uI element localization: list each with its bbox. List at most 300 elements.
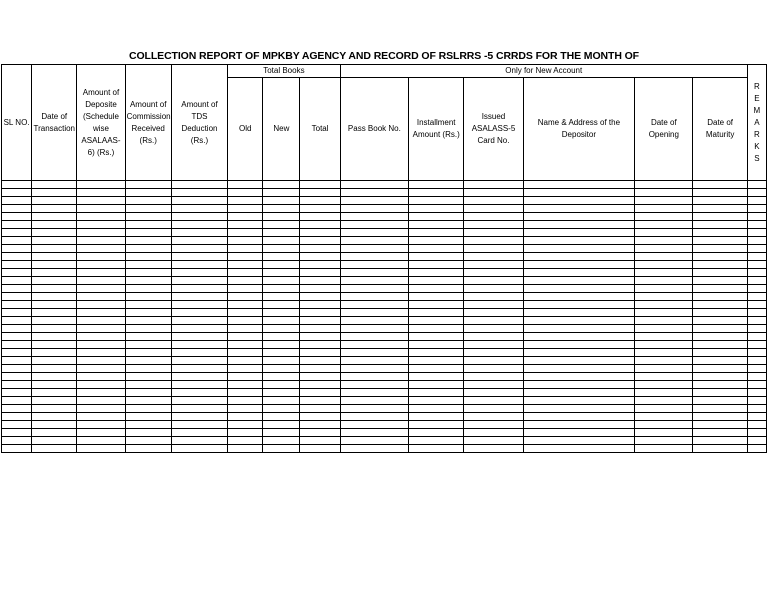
table-cell [125,429,171,437]
table-cell [409,429,464,437]
table-cell [171,429,227,437]
table-cell [523,205,635,213]
table-cell [263,213,300,221]
table-cell [409,277,464,285]
table-row [2,445,767,453]
table-cell [635,269,693,277]
table-cell [300,309,340,317]
table-cell [693,197,747,205]
table-row [2,429,767,437]
table-cell [340,325,408,333]
table-cell [523,381,635,389]
table-cell [300,253,340,261]
table-cell [693,421,747,429]
table-cell [747,189,766,197]
table-cell [635,285,693,293]
table-cell [635,197,693,205]
table-cell [340,229,408,237]
col-issued-label: Issued ASALASS-5 Card No. [471,112,516,145]
table-cell [693,437,747,445]
table-cell [2,197,32,205]
table-cell [2,309,32,317]
table-cell [263,389,300,397]
table-cell [171,373,227,381]
table-cell [464,301,523,309]
table-cell [2,429,32,437]
table-cell [32,381,77,389]
table-cell [340,349,408,357]
table-cell [263,341,300,349]
table-cell [747,253,766,261]
col-amount-deposite-label: Amount of Deposite (Schedule wise ASALAAS-6) (Rs.) [81,87,121,157]
table-cell [747,325,766,333]
table-cell [635,245,693,253]
table-cell [171,221,227,229]
table-cell [2,341,32,349]
table-cell [228,445,263,453]
table-cell [523,325,635,333]
table-cell [523,365,635,373]
table-cell [32,221,77,229]
table-cell [300,325,340,333]
table-cell [523,221,635,229]
table-cell [300,405,340,413]
table-cell [228,205,263,213]
table-cell [125,317,171,325]
table-cell [464,277,523,285]
table-cell [228,285,263,293]
table-cell [125,229,171,237]
table-cell [635,397,693,405]
table-cell [523,285,635,293]
table-cell [523,253,635,261]
table-cell [32,277,77,285]
table-cell [464,397,523,405]
table-cell [228,309,263,317]
table-cell [300,197,340,205]
col-date-opening-label: Date of Opening [648,118,679,139]
table-cell [171,421,227,429]
table-cell [523,389,635,397]
table-cell [228,189,263,197]
table-cell [464,437,523,445]
table-cell [263,397,300,405]
table-cell [464,269,523,277]
table-cell [77,285,125,293]
table-cell [77,405,125,413]
table-cell [263,325,300,333]
table-cell [171,317,227,325]
col-sl-no [2,65,32,181]
table-cell [32,285,77,293]
table-cell [171,365,227,373]
table-cell [340,357,408,365]
table-cell [2,277,32,285]
table-cell [171,301,227,309]
col-installment [409,78,464,181]
table-cell [464,213,523,221]
table-cell [2,269,32,277]
table-cell [300,269,340,277]
table-cell [464,429,523,437]
table-cell [228,429,263,437]
table-cell [228,389,263,397]
table-cell [693,293,747,301]
table-cell [32,229,77,237]
table-cell [340,405,408,413]
table-cell [464,221,523,229]
table-row [2,245,767,253]
table-cell [32,397,77,405]
col-amount-commission [125,65,171,181]
table-cell [300,397,340,405]
table-cell [263,445,300,453]
table-cell [693,261,747,269]
table-cell [228,229,263,237]
table-row [2,381,767,389]
table-cell [464,181,523,189]
table-cell [635,181,693,189]
col-remarks-label: R E M A R K S [753,81,761,163]
table-cell [747,309,766,317]
table-cell [171,229,227,237]
table-cell [171,413,227,421]
table-cell [125,301,171,309]
table-cell [340,437,408,445]
table-cell [464,421,523,429]
table-cell [2,229,32,237]
table-cell [747,445,766,453]
table-cell [747,221,766,229]
table-cell [340,429,408,437]
table-cell [171,277,227,285]
table-cell [409,229,464,237]
table-cell [2,333,32,341]
table-cell [32,253,77,261]
col-amount-commission-label: Amount of Commission Received (Rs.) [126,99,171,145]
table-cell [77,293,125,301]
table-cell [409,341,464,349]
table-cell [747,381,766,389]
table-cell [32,365,77,373]
col-pass-book [340,78,408,181]
table-cell [409,405,464,413]
table-row [2,309,767,317]
table-cell [263,437,300,445]
table-cell [693,237,747,245]
table-cell [300,261,340,269]
table-cell [32,237,77,245]
table-cell [171,325,227,333]
table-cell [693,389,747,397]
table-cell [635,221,693,229]
table-cell [523,309,635,317]
table-cell [171,309,227,317]
table-cell [228,293,263,301]
table-cell [523,213,635,221]
table-cell [523,429,635,437]
table-row [2,325,767,333]
table-cell [747,437,766,445]
table-cell [340,213,408,221]
table-cell [77,365,125,373]
table-cell [340,341,408,349]
table-cell [464,245,523,253]
table-cell [747,213,766,221]
table-cell [263,189,300,197]
table-cell [228,261,263,269]
table-cell [171,437,227,445]
table-cell [340,285,408,293]
table-cell [409,325,464,333]
table-cell [635,389,693,397]
table-cell [171,389,227,397]
table-cell [693,245,747,253]
table-cell [409,421,464,429]
table-cell [747,277,766,285]
table-cell [77,181,125,189]
table-cell [523,301,635,309]
table-cell [125,205,171,213]
table-cell [635,445,693,453]
table-cell [409,333,464,341]
table-cell [125,365,171,373]
table-cell [228,405,263,413]
table-cell [409,245,464,253]
table-cell [125,357,171,365]
table-cell [635,213,693,221]
table-cell [263,421,300,429]
table-cell [693,213,747,221]
group-new-account-label: Only for New Account [505,66,583,75]
table-cell [77,277,125,285]
table-cell [523,261,635,269]
table-cell [464,357,523,365]
table-cell [300,341,340,349]
table-cell [125,237,171,245]
table-cell [300,365,340,373]
table-cell [747,341,766,349]
table-cell [747,245,766,253]
table-cell [263,229,300,237]
table-cell [464,261,523,269]
table-cell [635,237,693,245]
table-cell [464,341,523,349]
table-cell [125,309,171,317]
table-cell [635,429,693,437]
table-cell [635,261,693,269]
table-cell [300,437,340,445]
table-cell [340,269,408,277]
table-cell [2,237,32,245]
table-cell [32,429,77,437]
table-cell [523,293,635,301]
table-cell [747,389,766,397]
table-row [2,357,767,365]
table-cell [171,341,227,349]
table-cell [171,197,227,205]
table-cell [125,253,171,261]
table-cell [32,437,77,445]
table-cell [300,381,340,389]
table-cell [125,197,171,205]
table-cell [300,349,340,357]
table-cell [747,429,766,437]
table-cell [263,429,300,437]
table-cell [409,381,464,389]
col-date-transaction [32,65,77,181]
table-cell [77,421,125,429]
table-cell [340,389,408,397]
table-cell [464,389,523,397]
table-cell [2,213,32,221]
group-total-books-label: Total Books [263,66,305,75]
table-cell [77,245,125,253]
table-cell [693,317,747,325]
table-cell [32,341,77,349]
table-cell [693,357,747,365]
table-cell [747,181,766,189]
table-cell [263,301,300,309]
table-cell [340,245,408,253]
table-cell [171,405,227,413]
col-date-maturity-label: Date of Maturity [705,118,735,139]
table-cell [171,213,227,221]
table-cell [263,381,300,389]
table-cell [409,357,464,365]
col-new-label: New [273,124,290,133]
table-cell [747,333,766,341]
table-cell [300,213,340,221]
col-sl-no-label: SL NO. [3,117,30,127]
table-cell [635,357,693,365]
table-cell [228,349,263,357]
table-row [2,389,767,397]
table-cell [32,317,77,325]
table-cell [693,381,747,389]
table-cell [32,405,77,413]
table-cell [171,397,227,405]
table-cell [464,413,523,421]
table-cell [125,413,171,421]
table-cell [77,269,125,277]
table-cell [635,365,693,373]
table-cell [300,221,340,229]
table-cell [340,253,408,261]
table-cell [300,373,340,381]
table-cell [32,309,77,317]
table-cell [263,373,300,381]
col-total-label: Total [311,124,329,133]
table-cell [171,333,227,341]
table-cell [32,269,77,277]
table-cell [228,421,263,429]
table-cell [464,197,523,205]
table-cell [747,405,766,413]
table-cell [263,221,300,229]
table-cell [747,261,766,269]
table-cell [464,229,523,237]
table-cell [464,445,523,453]
col-installment-label: Installment Amount (Rs.) [412,118,460,139]
table-cell [77,221,125,229]
table-cell [2,381,32,389]
table-cell [2,421,32,429]
table-cell [340,189,408,197]
table-cell [77,213,125,221]
table-cell [263,365,300,373]
table-cell [300,277,340,285]
table-cell [747,317,766,325]
table-cell [228,397,263,405]
table-cell [523,405,635,413]
table-cell [32,349,77,357]
table-cell [263,349,300,357]
table-cell [300,285,340,293]
table-cell [635,325,693,333]
table-cell [2,293,32,301]
table-cell [263,197,300,205]
table-cell [747,365,766,373]
table-cell [32,413,77,421]
table-cell [228,437,263,445]
table-cell [523,181,635,189]
table-cell [464,285,523,293]
table-cell [263,253,300,261]
table-cell [125,373,171,381]
table-cell [77,309,125,317]
table-cell [635,253,693,261]
table-cell [693,229,747,237]
table-cell [125,381,171,389]
table-cell [77,381,125,389]
table-cell [300,445,340,453]
table-cell [409,309,464,317]
table-cell [2,389,32,397]
table-cell [409,301,464,309]
table-row [2,333,767,341]
table-cell [32,325,77,333]
table-cell [77,397,125,405]
table-cell [409,437,464,445]
table-row [2,189,767,197]
table-cell [171,357,227,365]
header-row-groups [2,65,767,78]
table-cell [340,181,408,189]
table-cell [409,445,464,453]
table-cell [464,349,523,357]
table-cell [2,357,32,365]
table-row [2,405,767,413]
table-cell [693,405,747,413]
table-cell [635,317,693,325]
col-date-opening [635,78,693,181]
table-cell [409,413,464,421]
table-cell [464,309,523,317]
table-cell [464,373,523,381]
table-row [2,205,767,213]
table-cell [747,301,766,309]
table-cell [77,205,125,213]
table-cell [77,437,125,445]
table-cell [171,189,227,197]
table-cell [409,189,464,197]
table-cell [340,301,408,309]
table-cell [228,213,263,221]
table-cell [228,181,263,189]
table-cell [635,189,693,197]
table-cell [464,325,523,333]
